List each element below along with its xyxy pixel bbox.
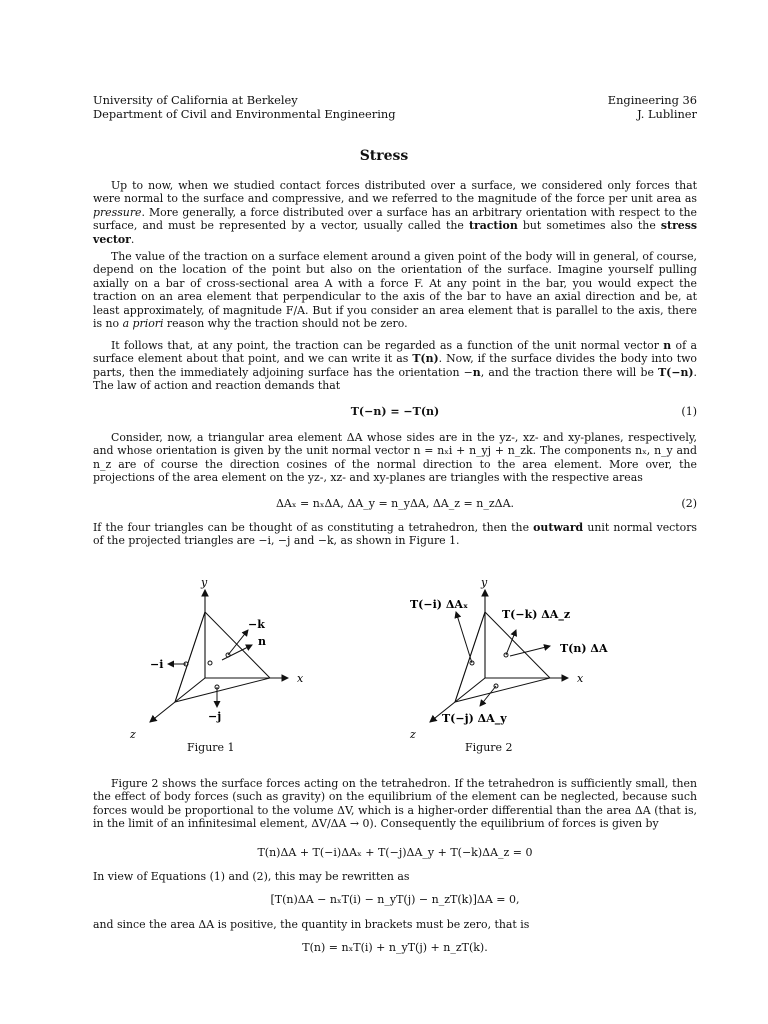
page-title: Stress — [359, 148, 409, 164]
fig2-label-t-minus-j: T(−j) ΔA_y — [442, 712, 507, 725]
fig1-label-n: n — [258, 635, 266, 648]
equation-1-number: (1) — [681, 405, 697, 418]
fig1-label-y: y — [201, 576, 208, 589]
header-university: University of California at Berkeley — [93, 93, 298, 107]
equation-2-text: ΔAₓ = nₓΔA, ΔA_y = n_yΔA, ΔA_z = n_zΔA. — [275, 497, 515, 510]
paragraph-5: If the four triangles can be thought of as constituting a tetrahedron, then the outward unit normal vectors of the projected triangles are −i, −j and −k, as shown in Figure 1. — [93, 521, 697, 548]
t-minus-i-arrow — [456, 612, 472, 663]
fig2-label-t-minus-i: T(−i) ΔAₓ — [410, 598, 469, 611]
equation-4: [T(n)ΔA − nₓT(i) − n_yT(j) − n_zT(k)]ΔA = 0, — [270, 893, 520, 906]
equation-1-text: T(−n) = −T(n) — [350, 405, 440, 418]
paragraph-6: Figure 2 shows the surface forces acting on the tetrahedron. If the tetrahedron is sufficiently small, then the effect of body forces (such as gravity) on the equilibrium of the element can be neglected, because such forces would be proportional to the volume ΔV, which is a higher-order differential than the area ΔA (that is, in the limit of an infinitesimal element, ΔV/ΔA → 0). Consequently the equilibrium of forces is given by — [93, 777, 697, 831]
equation-2-number: (2) — [681, 497, 697, 510]
fig1-label-minus-j: −j — [208, 710, 222, 723]
figure-2-caption: Figure 2 — [465, 741, 513, 754]
paragraph-3: It follows that, at any point, the traction can be regarded as a function of the unit normal vector n of a surface element about that point, and we can write it as T(n). Now, if the surface divides the body into two parts, then the immediately adjoining surface has the orientation −n, and the traction there will be T(−n). The law of action and reaction demands that — [93, 339, 697, 393]
minus-k-arrow — [228, 630, 248, 655]
tetrahedron-edge — [175, 612, 205, 702]
figure-1-diagram — [120, 572, 330, 742]
equation-5: T(n) = nₓT(i) + n_yT(j) + n_zT(k). — [302, 941, 488, 954]
paragraph-7: In view of Equations (1) and (2), this may be rewritten as — [93, 870, 410, 883]
fig1-label-minus-i: −i — [150, 658, 164, 671]
paragraph-2: The value of the traction on a surface element around a given point of the body will in general, of course, depend on the location of the point but also on the orientation of the surface. Imagine yourself pulling axially on a bar of cross-sectional area A with a force F. At any point in the bar, you would expect the traction on an area element that perpendicular to the axis of the bar to have an axial direction and be, at least approximately, of magnitude F/A. But if you consider an area element that is parallel to the axis, there is no a priori reason why the traction should not be zero. — [93, 250, 697, 331]
header-course: Engineering 36 — [607, 93, 697, 107]
figure-2-diagram — [400, 572, 630, 742]
n-arrow — [222, 645, 252, 660]
paragraph-8: and since the area ΔA is positive, the quantity in brackets must be zero, that is — [93, 918, 530, 931]
equation-2 — [93, 497, 697, 511]
figure-1-caption: Figure 1 — [187, 741, 235, 754]
equation-3: T(n)ΔA + T(−i)ΔAₓ + T(−j)ΔA_y + T(−k)ΔA_z = 0 — [257, 846, 533, 859]
fig1-label-z: z — [130, 728, 136, 741]
header-right — [608, 93, 697, 121]
t-n-arrow — [510, 646, 550, 656]
paragraph-4: Consider, now, a triangular area element ΔA whose sides are in the yz-, xz- and xy-planes, respectively, and whose orientation is given by the unit normal vector n = nₓi + n_yj + n_zk. The components nₓ, n_y and n_z are of course the direction cosines of the normal direction to the area element. More over, the projections of the area element on the yz-, xz- and xy-planes are triangles with the respective areas — [93, 431, 697, 485]
header-author: J. Lubliner — [637, 107, 697, 121]
header-department: Department of Civil and Environmental Engineering — [93, 107, 396, 121]
yz-point — [208, 661, 212, 665]
fig2-label-z: z — [410, 728, 416, 741]
tetrahedron-face — [455, 612, 550, 702]
fig1-label-minus-k: −k — [248, 618, 265, 631]
equation-1 — [93, 405, 697, 419]
t-minus-j-arrow — [480, 686, 496, 706]
fig2-label-x: x — [577, 672, 584, 685]
z-axis — [150, 678, 205, 722]
fig2-label-t-minus-k: T(−k) ΔA_z — [502, 608, 571, 621]
paragraph-1: Up to now, when we studied contact forces distributed over a surface, we considered only forces that were normal to the surface and compressive, and we referred to the magnitude of the force per unit area as pressure. More generally, a force distributed over a surface has an arbitrary orientation with respect to the surface, and must be represented by a vector, usually called the traction but sometimes also the stress vector. — [93, 179, 697, 246]
fig2-label-t-n: T(n) ΔA — [560, 642, 608, 655]
fig2-label-y: y — [481, 576, 488, 589]
fig1-label-x: x — [297, 672, 304, 685]
header-left — [93, 93, 396, 121]
